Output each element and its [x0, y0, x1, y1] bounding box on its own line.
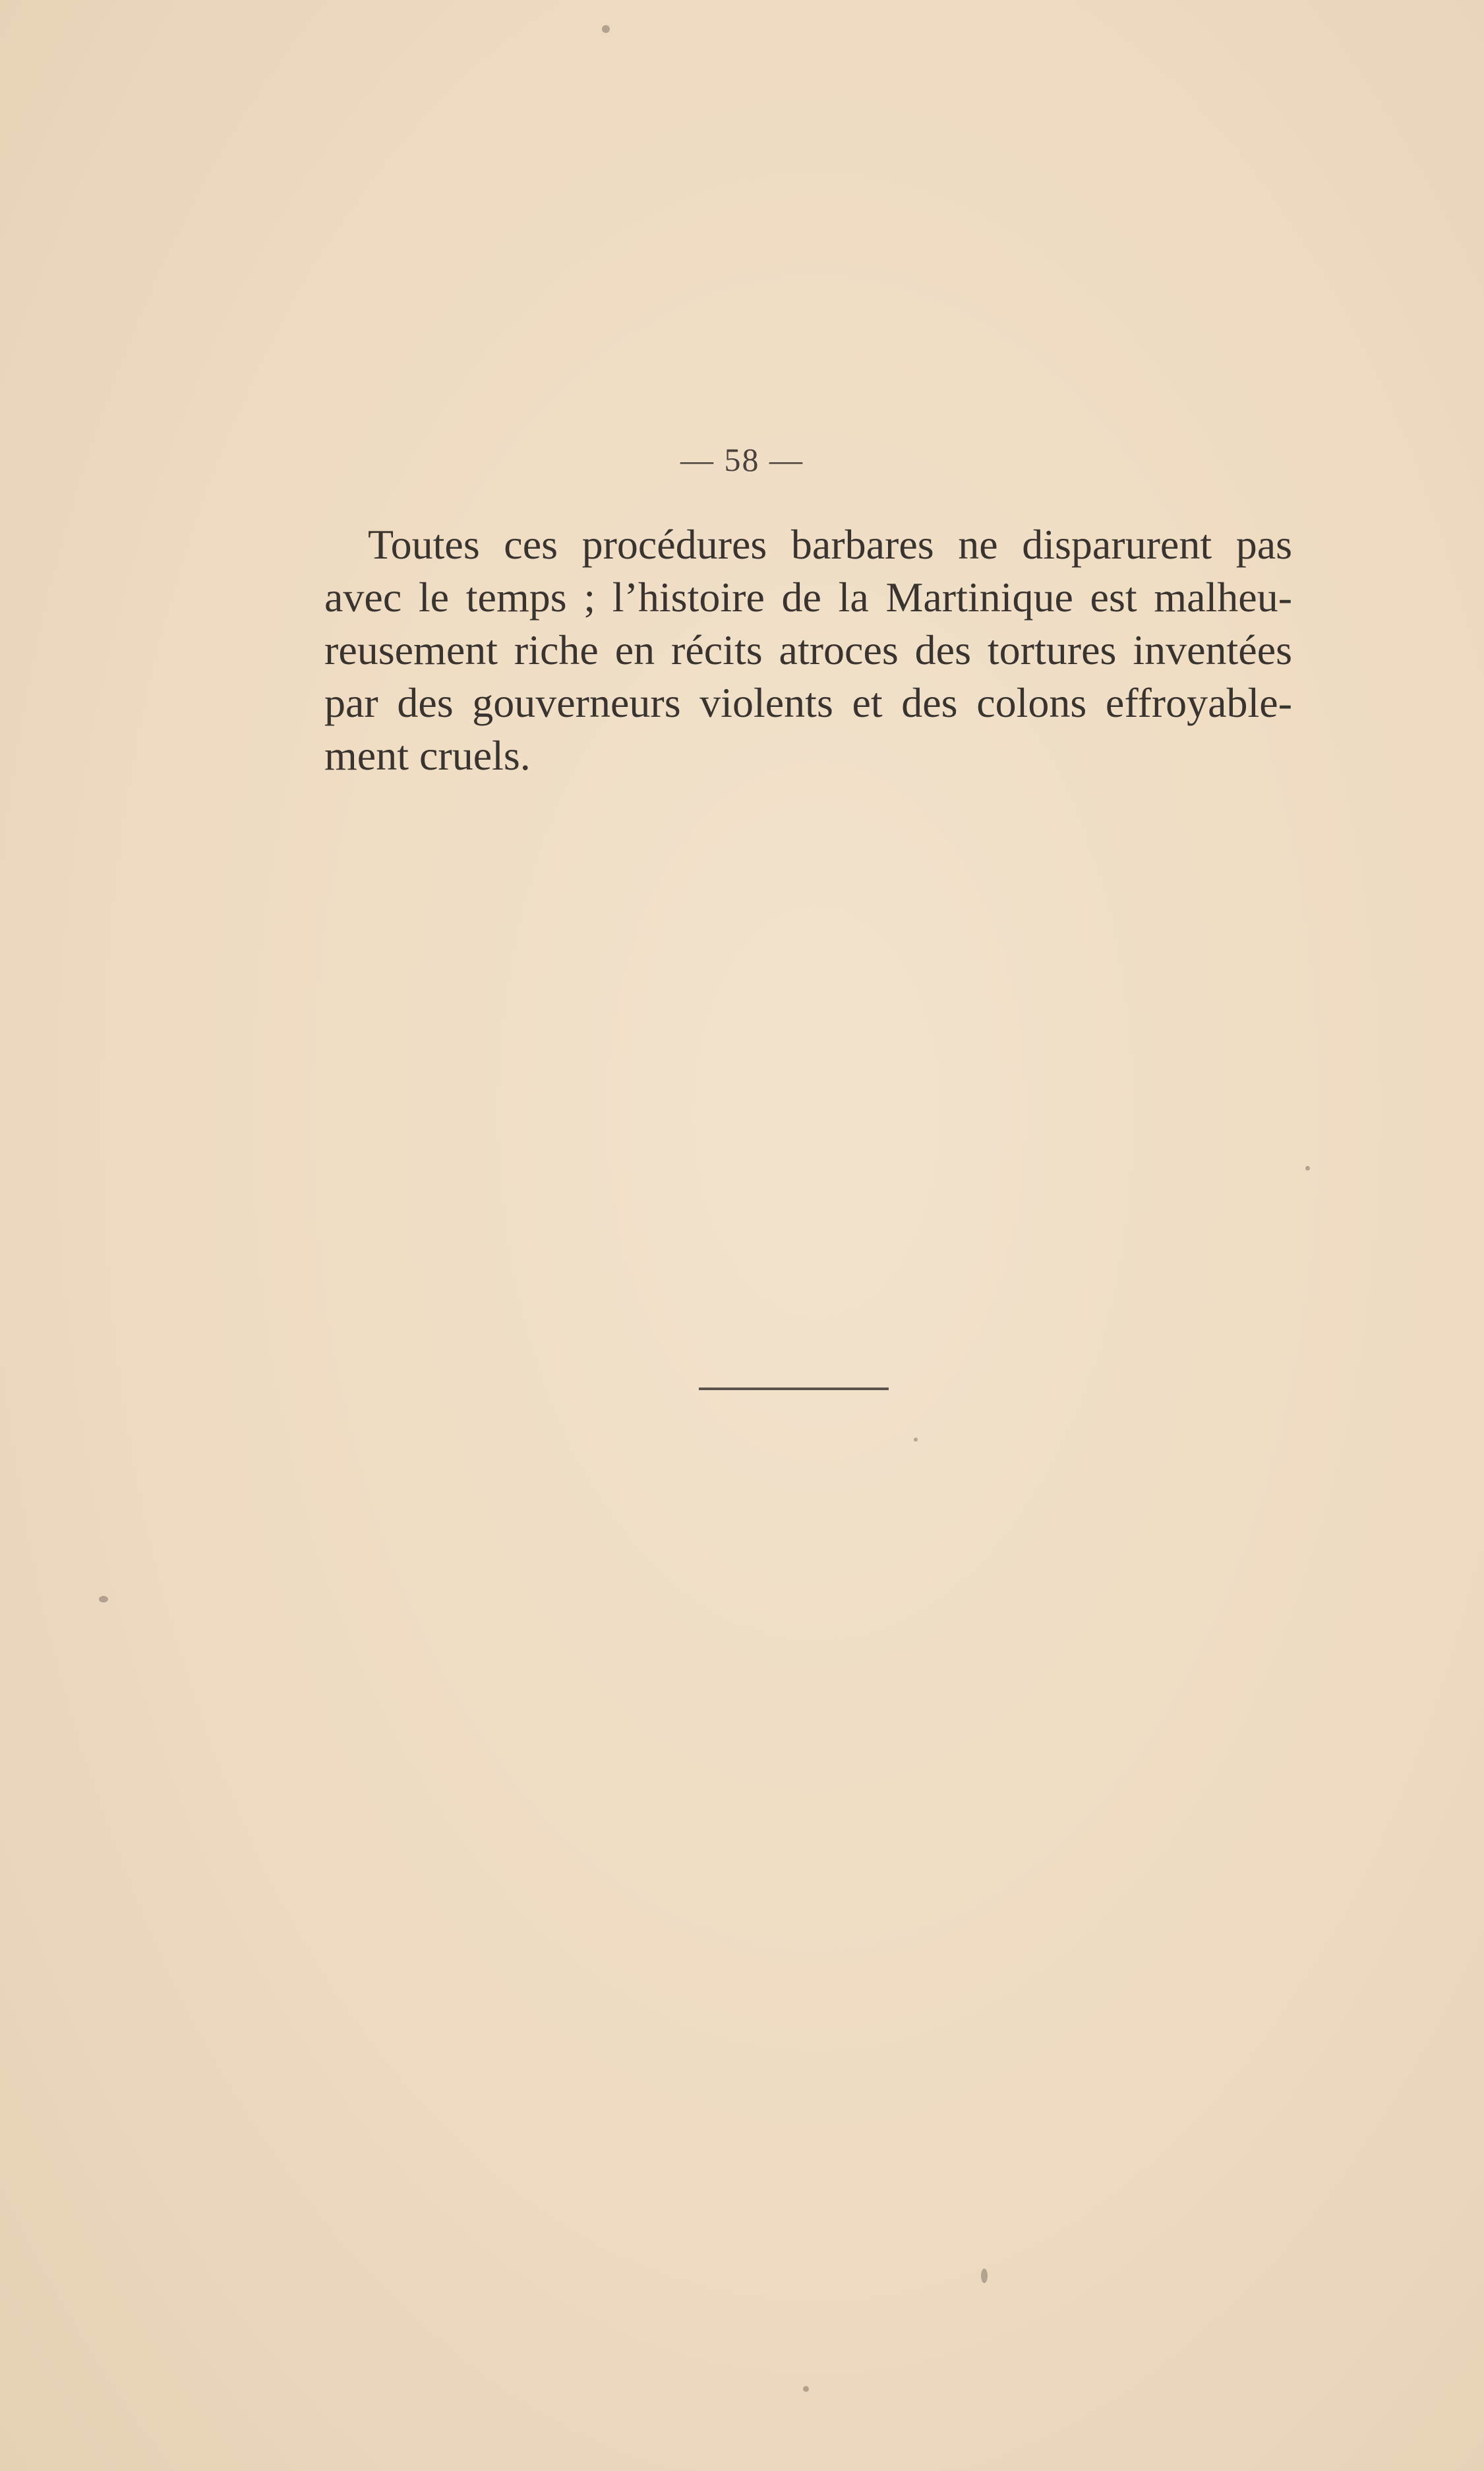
paper-speck: [602, 25, 610, 33]
paper-speck: [914, 1438, 918, 1442]
paper-speck: [803, 2386, 809, 2392]
section-divider-rule: [699, 1388, 889, 1390]
paper-speck: [981, 2269, 988, 2283]
paper-speck: [99, 1596, 108, 1602]
paper-speck: [1305, 1166, 1310, 1171]
page-number: — 58 —: [680, 441, 804, 478]
paragraph: Toutes ces procédures barbares ne disparurent pas avec le temps ; l’histoire de la Martinique est malheureusement riche en récits atroces des tortures inventées par des gouverneurs violents et des colons effroyablement cruels.: [324, 521, 1292, 779]
body-text: [324, 518, 1292, 782]
